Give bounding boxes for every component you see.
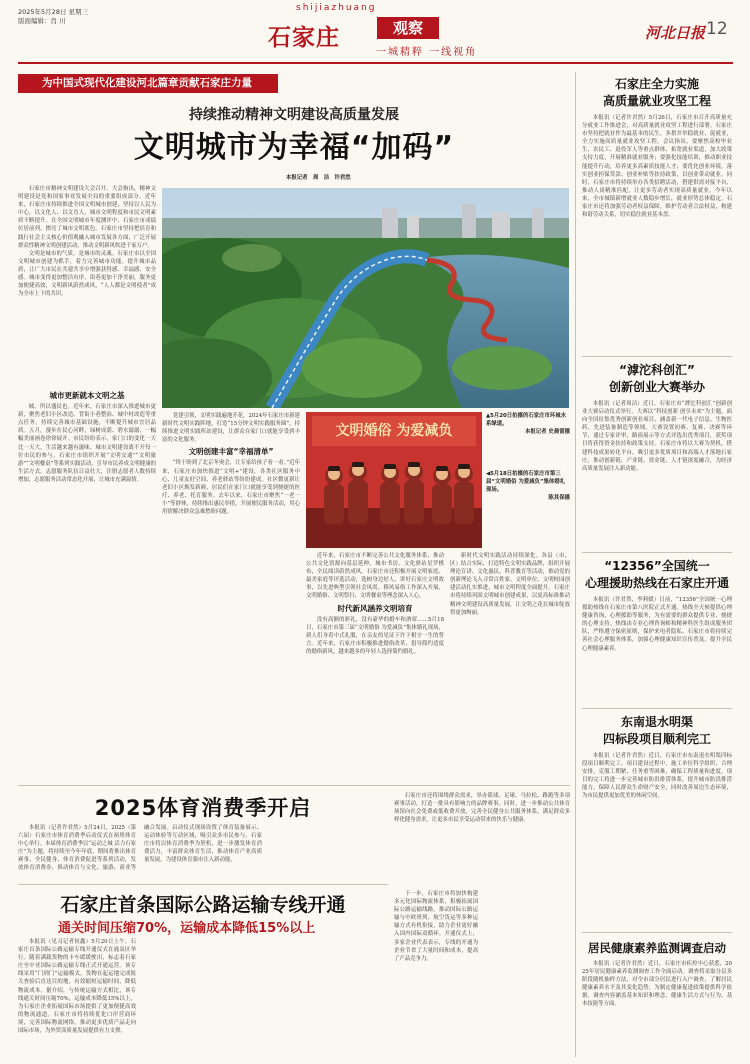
lead-paragraph: “终于盼到了北京冬奥会，让专家给孩子看一看。”近年来，石家庄市加快推进“文明+”建设，各类社区服务中心、儿童友好空间、养老驿站等纷纷建成。社区微更新让老旧小区焕发新颜，居民们在家门口就能享受到便捷的医疗、养老、托育服务。去年以来，石家庄市聚焦“一老一小”等群体，持续推出惠民举措，开展便民服务活动，用心用情解决群众急难愁盼问题。: [162, 460, 300, 516]
lead-paragraph: 石家庄市精神文明建设大会召开。大会指出，精神文明建设是党和国家事业发展全局的重要组成部分。近年来，石家庄市持续推进全国文明城市创建，坚持以人民为中心，以文化人、以文育人，城市文明程度和市民文明素质不断提升。在全国文明城市年度测评中，石家庄市成绩位居前列，擦亮了城市文明底色。石家庄市坚持把培育和践行社会主义核心价值观融入城市发展各方面，广泛开展群众性精神文明创建活动，推动文明新风吹进千家万户。: [18, 186, 156, 249]
drainage-headline-line1: 东南退水明渠: [620, 715, 693, 729]
lead-paragraph: 没有高额的彩礼，没有豪华的婚车和酒席……5月18日，石家庄市第三届“文明婚俗 为爱减负”集体婚礼现场，新人们身着中式礼服，在亲友的见证下许下相守一生的誓言。近年来，石家庄市积极推进婚俗改革，倡导简约适度的婚俗新风，越来越多的年轻人选择简约婚礼。: [306, 616, 444, 656]
sports-body: [18, 824, 388, 880]
lead-paragraph: 新时代文明实践活动持续深化。各县（市、区）结合实际，打造特色文明实践品牌，组织开展理论宣讲、文化惠民、科普教育等活动，推动党的创新理论飞入寻常百姓家。文明单位、文明校园创建活动扎实推进，城市文明程度全面提升。石家庄市将持续巩固文明城市创建成果，以更高标准推动精神文明建设高质量发展，让文明之花在城市绽放得更加绚丽。: [450, 553, 570, 616]
lead-paragraph: 文明是城市的气质，是城市的灵魂。石家庄市以全国文明城市创建为抓手，着力完善城市功能、提升城市品质，让广大市民在共建共享中增强获得感、幸福感、安全感。城市变得更加整洁有序，街巷更加干净美丽，服务更加便捷高效，文明新风蔚然成风，“人人都是文明使者”成为全市上下的共识。: [18, 250, 156, 298]
innovation-headline-line1: “滹沱科创汇”: [619, 363, 695, 377]
hotline-headline-line2: 心理援助热线在石家庄开通: [584, 576, 729, 590]
wedding-photo-credit: 陈其保摄: [548, 495, 570, 501]
greenway-photo-graphic: [162, 188, 569, 408]
employment-body: [582, 114, 732, 352]
logistics-headline: 石家庄首条国际公路运输专线开通: [60, 894, 346, 916]
lead-text-col3: [306, 552, 444, 783]
employment-headline-line2: 高质量就业攻坚工程: [602, 94, 711, 108]
section-badge: 观察: [377, 17, 439, 39]
header-weekday: 星期三: [68, 8, 89, 16]
logistics-subheadline: 通关时间压缩70%，运输成本降低15%以上: [58, 921, 316, 936]
lead-byline: 本报记者 周 洁 许君然: [286, 175, 351, 181]
header-editor: 版面编辑：肖 川: [18, 17, 66, 25]
page-number: 12: [706, 19, 728, 39]
logistics-paragraph: 本报讯（见习记者侯鑫）5月20日上午，石家庄首条国际公路运输专线开通仪式在鹿泉区举行。随着满载货物的卡车缓缓驶出，标志着石家庄至中亚国际公路运输专线正式开通运营。该专线采用“门到门”运输模式，货物在起运地完成报关查验后直达目的地，有效缩短运输时间，降低物流成本。据介绍，与传统运输方式相比，该专线通关时间压缩70%，运输成本降低15%以上，为石家庄企业拓展国际市场提供了更加便捷高效的物流通道。石家庄市将持续优化口岸营商环境，完善国际物流网络，推动更多优质产品走向国际市场，为外贸高质量发展提供有力支撑。: [18, 939, 136, 1035]
greenway-photo: [162, 188, 569, 408]
logistics-body: [18, 938, 388, 1058]
logistics-paragraph: 下一步，石家庄市将加快构建多元化国际物流体系，积极拓展国际公路运输线路，推动国际公路运输与中欧班列、航空货运等多种运输方式有机衔接，助力企业更好融入国内国际双循环。开通仪式上，多家企业代表表示，专线的开通为企业节省了大量时间和成本，提高了产品竞争力。: [394, 891, 478, 962]
wedding-caption-text: ◀5月18日拍摄的石家庄市第三届“文明婚俗 为爱减负”集体婚礼现场。: [486, 471, 566, 493]
health-paragraph: 本报讯（记者许君然）近日，石家庄市疾控中心获悉，2025年居民健康素养监测调查工作全面启动。调查将采取分层多阶段随机抽样方法，对全市部分居民进行入户调查，了解居民健康素养水平及其变化趋势，为制定健康促进政策提供科学依据。调查内容涵盖基本知识和理念、健康生活方式与行为、基本技能等方面。: [582, 961, 732, 1008]
drainage-headline: [582, 714, 732, 748]
lead-paragraph: 城，所以盛民也。近年来，石家庄市深入推进城市更新，聚焦老旧小区改造、背街小巷整治、城中村改造等重点任务，持续完善城市基础设施，不断提升城市宜居品质。五月，漫步在民心河畔，绿树成荫、碧水潺潺，一幅幅美丽画卷徐徐展开。市民纷纷表示，家门口的变化一天比一天大，生活越来越有滋味。城市文明建设离不开每一位市民的参与。石家庄市组织开展“文明交通”“文明旅游”“文明餐桌”等系列实践活动，引导市民养成文明健康的生活方式。志愿服务队伍日益壮大，注册志愿者人数持续增加，志愿服务活动常态化开展，让城市充满温情。: [18, 404, 156, 483]
lead-text-col4: [450, 552, 570, 783]
sports-paragraph: 本报讯（记者许君然）5月24日，2025（第六届）石家庄市体育消费季启动仪式在裕彤体育中心举行。本届体育消费季以“运动之城 活力石家庄”为主题，将持续至今年年底，期间将推出体育赛事、全民健身、体育消费促进等系列活动，发放体育消费券，推动体育与文化、旅游、商业等融合发展。启动仪式现场设置了体育装备展示、运动体验等互动区域，吸引众多市民参与。石家庄市将以体育消费季为契机，进一步激发体育消费活力，丰富群众体育生活，推动体育产业高质量发展，为建设体育强市注入新动能。: [18, 825, 262, 872]
greenway-photo-credit: 本报记者 史晨雷摄: [524, 429, 570, 435]
lead-subheading: 时代新风涵养文明培育: [337, 603, 413, 613]
wedding-photo: [306, 412, 482, 548]
paper-logo: 河北日报: [645, 24, 706, 42]
lead-paragraph: 党建引领，文明实践遍地开花。2024年石家庄市新建新时代文明实践阵地，打造“15分钟文明实践服务圈”，持续推进文明实践所站建设，让群众在家门口就能享受到丰富的文化服务。: [162, 413, 300, 444]
sports-body-right: [394, 792, 570, 880]
hotline-headline-line1: “12356”全国统一: [604, 559, 710, 573]
lead-text-col1: [18, 185, 156, 385]
logistics-body-right: [394, 890, 570, 1058]
lead-kicker: 持续推动精神文明建设高质量发展: [189, 107, 399, 123]
lead-text-col2: [162, 412, 300, 783]
innovation-body: [582, 400, 732, 548]
lead-subheading: 城市更新就本文明之基: [49, 391, 125, 400]
wedding-banner-text: 文明婚俗 为爱减负: [335, 423, 453, 439]
employment-headline: [582, 76, 732, 110]
hotline-body: [582, 596, 732, 704]
drainage-body: [582, 752, 732, 928]
lead-text-col1-lower: [18, 388, 156, 783]
innovation-headline-line2: 创新创业大赛举办: [608, 380, 705, 394]
innovation-paragraph: 本报讯（记者周洁）近日，石家庄市“滹沱科创汇”创新创业大赛启动仪式举行。大赛以“科技创新 创享未来”为主题，面向全国征集优秀创新创业项目，涵盖新一代电子信息、生物医药、先进装备制造等领域。大赛设置初赛、复赛、决赛等环节，通过专家评审、路演展示等方式评选出优秀项目，获奖项目将获得资金扶持和政策支持。石家庄市将以大赛为契机，搭建科技成果转化平台，吸引更多优质项目和高端人才落地石家庄，推动创新链、产业链、资金链、人才链深度融合，为经济高质量发展注入新动能。: [582, 401, 732, 472]
lead-subheading: 文明创建丰富“幸福清单”: [188, 447, 274, 457]
drainage-headline-line2: 四标段项目顺利完工: [602, 732, 711, 746]
employment-paragraph: 本报讯（记者许君然）5月26日，石家庄市召开高质量充分就业工作推进会，对高质量就业攻坚工程进行部署。石家庄市坚持把就业作为最基本的民生，多措并举稳就业、促就业，全力实施高质量就业攻坚工程。会议指出，要聚焦高校毕业生、农民工、退役军人等重点群体，拓宽就业渠道，加大政策支持力度，开展精准就业服务；要强化技能培训，推动职业技能提升行动，培养更多高素质技能人才；要优化创业环境，落实创业担保贷款、创业补贴等扶持政策，以创业带动就业。同时，石家庄市将持续举办各类招聘活动，搭建供需对接平台，推动人岗精准匹配，让更多劳动者实现高质量就业。今年以来，全市城镇新增就业人数稳步增长，就业形势总体稳定。石家庄市还将加强劳动者权益保障，维护劳动者合法权益，构建和谐劳动关系，切实稳住就业基本盘。: [582, 115, 732, 219]
employment-headline-line1: 石家庄全力实施: [614, 77, 699, 91]
lead-headline: 文明城市为幸福“加码”: [133, 130, 455, 165]
innovation-headline: [582, 362, 732, 396]
header-rule: [18, 62, 733, 64]
health-headline: 居民健康素养监测调查启动: [588, 941, 726, 955]
health-body: [582, 960, 732, 1058]
hotline-headline: [582, 558, 732, 592]
section-slogan: 一城精粹 一线视角: [376, 47, 478, 58]
sports-paragraph: 石家庄市还将围绕群众需求，举办篮球、足球、马拉松、路跑等多项赛事活动，打造一批具有影响力的品牌赛事。同时，进一步推动公共体育场馆向社会免费或低收费开放，完善全民健身公共服务体系，满足群众多样化健身需求，让更多市民享受运动带来的快乐与健康。: [394, 793, 570, 824]
campaign-banner: 为中国式现代化建设河北篇章贡献石家庄力量: [18, 74, 278, 93]
sports-headline: 2025体育消费季开启: [94, 796, 312, 820]
greenway-caption: [486, 412, 570, 436]
greenway-caption-text: ▲5月20日拍摄的石家庄市环城水系绿道。: [486, 413, 567, 427]
hotline-paragraph: 本报讯（许君然、李莉媛）日前，“12356”全国统一心理援助热线在石家庄市第八医院正式开通。热线全天候提供心理健康咨询、心理援助等服务，为有需要的群众提供专业、便捷的心理支持。热线由专业心理咨询师和精神科医生组成服务团队，严格遵守保密原则，保护来电者隐私。石家庄市将持续完善社会心理服务体系，加强心理健康知识宣传普及，提升全民心理健康素养。: [582, 597, 732, 652]
sports-bottom-rule: [18, 884, 388, 885]
drainage-paragraph: 本报讯（记者许君然）近日，石家庄市东南退水明渠四标段项目顺利完工。项目建设过程中，施工单位科学组织、合理安排，克服工期紧、任务重等困难，确保工程质量和进度。项目的完工将进一步完善城市防洪排涝体系，提升城市防洪排涝能力，保障人民群众生命财产安全，同时改善周边生态环境，为市民提供更加优美的休闲空间。: [582, 753, 732, 800]
city-pinyin: shijiazhuang: [296, 3, 377, 13]
lead-paragraph: 近年来，石家庄市不断完善公共文化服务体系，推动公共文化资源向基层延伸。城市书房、文化驿站星罗棋布，全民阅读蔚然成风。石家庄市还积极开展文明家庭、最美家庭等评选活动，选树身边好人，讲好石家庄文明故事，以先进典型引领社会风尚。移风易俗工作深入开展，文明婚俗、文明祭扫、文明餐桌等理念深入人心。: [306, 553, 444, 600]
city-name: 石家庄: [268, 25, 340, 51]
lead-bottom-rule: [18, 785, 570, 786]
wedding-caption: [486, 470, 570, 502]
header-meta: [18, 8, 88, 26]
header-date: 2025年5月28日: [18, 8, 67, 16]
right-column-divider: [575, 72, 576, 1057]
